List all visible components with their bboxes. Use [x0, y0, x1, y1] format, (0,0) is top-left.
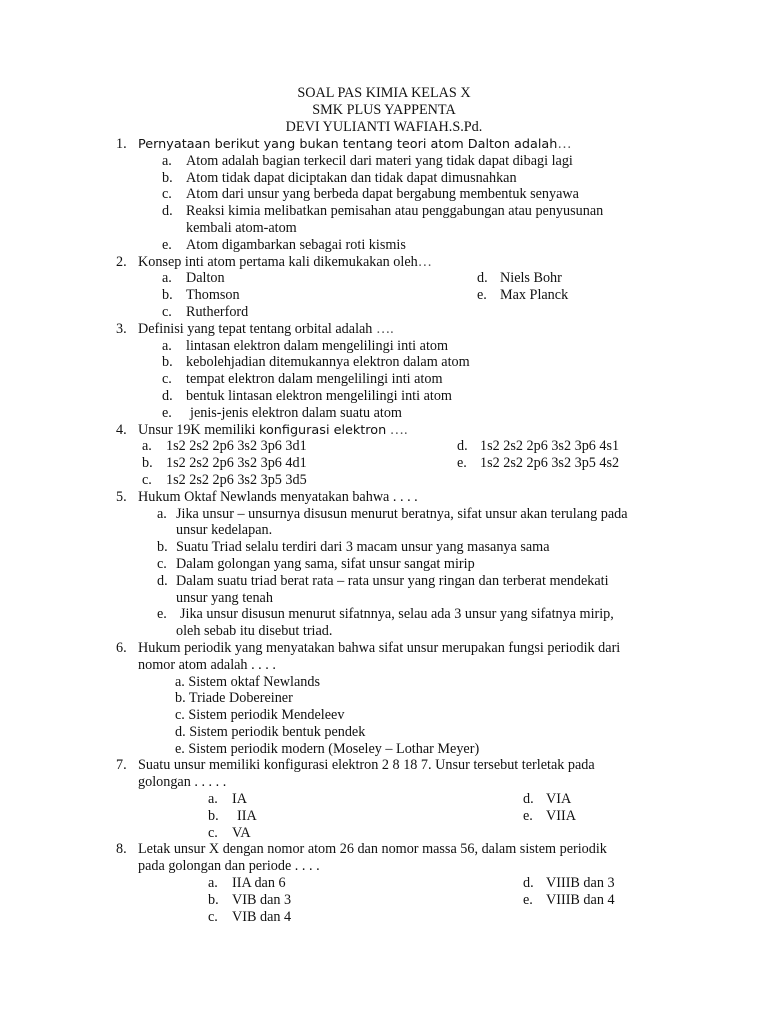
option-row	[0, 304, 768, 321]
option-letter: c.	[162, 303, 172, 320]
option-letter: c.	[208, 908, 218, 925]
option-row	[0, 791, 768, 808]
question-2	[0, 254, 768, 321]
question-4	[0, 422, 768, 489]
question-5	[0, 489, 768, 640]
option-letter: a.	[162, 152, 172, 169]
option-row	[0, 909, 768, 926]
question-6	[0, 640, 768, 758]
option-continuation: unsur kedelapan.	[176, 522, 273, 539]
option-row	[0, 892, 768, 909]
option-letter: c.	[157, 555, 167, 572]
option-continuation: oleh sebab itu disebut triad.	[176, 623, 333, 640]
option-text: kebolehjadian ditemukannya elektron dalam atom	[186, 354, 470, 371]
question-text: Letak unsur X dengan nomor atom 26 dan nomor massa 56, dalam sistem periodik	[138, 841, 607, 858]
option-b	[0, 539, 768, 556]
option-letter: a.	[142, 438, 152, 455]
school-name: SMK PLUS YAPPENTA	[312, 101, 456, 118]
option-row	[0, 270, 768, 287]
option-text: VIB dan 3	[232, 891, 292, 908]
question-text: Suatu unsur memiliki konfigurasi elektron 2 8 18 7. Unsur tersebut terletak pada	[138, 757, 595, 774]
option-text: VA	[232, 824, 251, 841]
question-1	[0, 136, 768, 254]
question-number: 5.	[116, 488, 127, 505]
question-continuation: pada golongan dan periode . . . .	[138, 858, 320, 875]
option-text: bentuk lintasan elektron mengelilingi inti atom	[186, 387, 452, 404]
question-text: Hukum periodik yang menyatakan bahwa sifat unsur merupakan fungsi periodik dari	[138, 639, 621, 656]
question-text: Konsep inti atom pertama kali dikemukakan oleh	[138, 253, 418, 270]
option-letter: d.	[457, 438, 468, 455]
option-letter: a.	[157, 505, 167, 522]
option-text: Atom dari unsur yang berbeda dapat bergabung membentuk senyawa	[186, 186, 579, 203]
option-letter: e.	[523, 807, 533, 824]
option-text: Atom digambarkan sebagai roti kismis	[186, 236, 406, 253]
option-letter: d.	[162, 387, 173, 404]
option-letter: d.	[523, 875, 534, 892]
option-continuation: kembali atom-atom	[186, 219, 297, 236]
option-text: VIA	[546, 791, 572, 808]
option-e	[0, 237, 768, 254]
option-letter: c.	[208, 824, 218, 841]
option-text: 1s2 2s2 2p6 3s2 3p5 4s2	[480, 455, 620, 472]
question-number: 6.	[116, 639, 127, 656]
option-text: VIIA	[546, 807, 576, 824]
option-e	[0, 405, 768, 422]
question-dots: …	[557, 136, 572, 152]
option-c	[0, 556, 768, 573]
option-text: 1s2 2s2 2p6 3s2 3p5 3d5	[166, 471, 307, 488]
option-c	[0, 186, 768, 203]
option-text: 1s2 2s2 2p6 3s2 3p6 4d1	[166, 455, 307, 472]
option-letter: b.	[162, 354, 173, 371]
option-text: Jika unsur disusun menurut sifatnnya, selau ada 3 unsur yang sifatnya mirip,	[180, 606, 614, 623]
option-text: tempat elektron dalam mengelilingi inti atom	[186, 371, 443, 388]
option-text: jenis-jenis elektron dalam suatu atom	[190, 404, 402, 421]
option-text: VIIIB dan 4	[546, 891, 615, 908]
question-dots: ….	[375, 320, 394, 337]
option-letter: b.	[162, 287, 173, 304]
option-letter: c.	[142, 471, 152, 488]
question-text: Pernyataan berikut yang bukan tentang teori atom Dalton adalah	[138, 137, 558, 152]
option-d	[0, 573, 768, 590]
option-b	[0, 170, 768, 187]
option-row	[0, 438, 768, 455]
question-number: 3.	[116, 320, 127, 337]
option-a	[0, 153, 768, 170]
question-text-sans: konfigurasi elektron	[258, 422, 387, 438]
option-text: Rutherford	[186, 303, 249, 320]
option-row	[0, 472, 768, 489]
option-e: e. Sistem periodik modern (Moseley – Lothar Meyer)	[175, 740, 480, 757]
option-letter: a.	[208, 875, 218, 892]
option-text: Atom adalah bagian terkecil dari materi yang tidak dapat dibagi lagi	[186, 152, 573, 169]
option-text: Atom tidak dapat diciptakan dan tidak dapat dimusnahkan	[186, 169, 517, 186]
option-c	[0, 371, 768, 388]
option-letter: c.	[162, 371, 172, 388]
option-row	[0, 825, 768, 842]
question-8	[0, 841, 768, 925]
option-text: VIB dan 4	[232, 908, 292, 925]
option-b: b. Triade Dobereiner	[175, 690, 293, 707]
option-letter: b.	[157, 539, 168, 556]
option-letter: c.	[162, 186, 172, 203]
option-letter: a.	[162, 270, 172, 287]
option-d	[0, 388, 768, 405]
question-text: Definisi yang tepat tentang orbital adalah	[138, 320, 373, 337]
question-dots: …	[417, 253, 432, 270]
option-continuation: unsur yang tenah	[176, 589, 273, 606]
option-row	[0, 455, 768, 472]
question-number: 7.	[116, 757, 127, 774]
question-text: Hukum Oktaf Newlands menyatakan bahwa . . . .	[138, 488, 418, 505]
option-text: Niels Bohr	[500, 270, 562, 287]
option-text: 1s2 2s2 2p6 3s2 3p6 4s1	[480, 438, 620, 455]
question-number: 2.	[116, 253, 127, 270]
option-text: Dalam suatu triad berat rata – rata unsur yang ringan dan terberat mendekati	[176, 572, 609, 589]
option-letter: d.	[523, 791, 534, 808]
question-continuation: nomor atom adalah . . . .	[138, 656, 276, 673]
question-dots: ….	[389, 421, 408, 438]
question-number: 1.	[116, 136, 127, 152]
option-d: d. Sistem periodik bentuk pendek	[175, 723, 366, 740]
option-letter: e.	[157, 606, 167, 623]
teacher-name: DEVI YULIANTI WAFIAH.S.Pd.	[285, 118, 483, 135]
option-letter: b.	[208, 807, 219, 824]
option-text: Reaksi kimia melibatkan pemisahan atau penggabungan atau penyusunan	[186, 203, 604, 220]
option-letter: d.	[477, 270, 488, 287]
question-7	[0, 757, 768, 841]
question-number: 8.	[116, 841, 127, 858]
option-letter: b.	[208, 891, 219, 908]
question-number: 4.	[116, 421, 127, 438]
option-letter: e.	[162, 404, 172, 421]
option-letter: e.	[523, 891, 533, 908]
option-text: Thomson	[186, 287, 240, 304]
question-3	[0, 321, 768, 422]
option-text: Dalton	[186, 270, 225, 287]
option-row	[0, 875, 768, 892]
option-e	[0, 606, 768, 623]
option-text: Suatu Triad selalu terdiri dari 3 macam unsur yang masanya sama	[176, 539, 550, 556]
question-list	[0, 136, 768, 925]
option-row	[0, 808, 768, 825]
option-c: c. Sistem periodik Mendeleev	[175, 707, 345, 724]
option-letter: e.	[457, 455, 467, 472]
option-a	[0, 338, 768, 355]
option-text: lintasan elektron dalam mengelilingi inti atom	[186, 337, 449, 354]
option-text: IIA dan 6	[232, 875, 286, 892]
option-d	[0, 203, 768, 220]
option-text: Max Planck	[500, 287, 569, 304]
option-text: IIA	[237, 807, 257, 824]
option-letter: a.	[162, 337, 172, 354]
document-header	[0, 85, 768, 135]
option-a	[0, 506, 768, 523]
option-text: Jika unsur – unsurnya disusun menurut beratnya, sifat unsur akan terulang pada	[176, 505, 628, 522]
option-b	[0, 354, 768, 371]
option-letter: d.	[157, 572, 168, 589]
option-text: IA	[232, 791, 247, 808]
question-text: Unsur 19K memiliki	[138, 421, 256, 438]
option-letter: e.	[162, 236, 172, 253]
option-letter: b.	[142, 455, 153, 472]
option-letter: e.	[477, 287, 487, 304]
question-continuation: golongan . . . . .	[138, 774, 227, 791]
option-row	[0, 287, 768, 304]
exam-title: SOAL PAS KIMIA KELAS X	[297, 85, 471, 101]
option-text: VIIIB dan 3	[546, 875, 615, 892]
option-letter: b.	[162, 169, 173, 186]
option-a: a. Sistem oktaf Newlands	[175, 673, 320, 690]
option-text: Dalam golongan yang sama, sifat unsur sangat mirip	[176, 555, 475, 572]
option-letter: d.	[162, 203, 173, 220]
option-text: 1s2 2s2 2p6 3s2 3p6 3d1	[166, 438, 307, 455]
option-letter: a.	[208, 791, 218, 808]
